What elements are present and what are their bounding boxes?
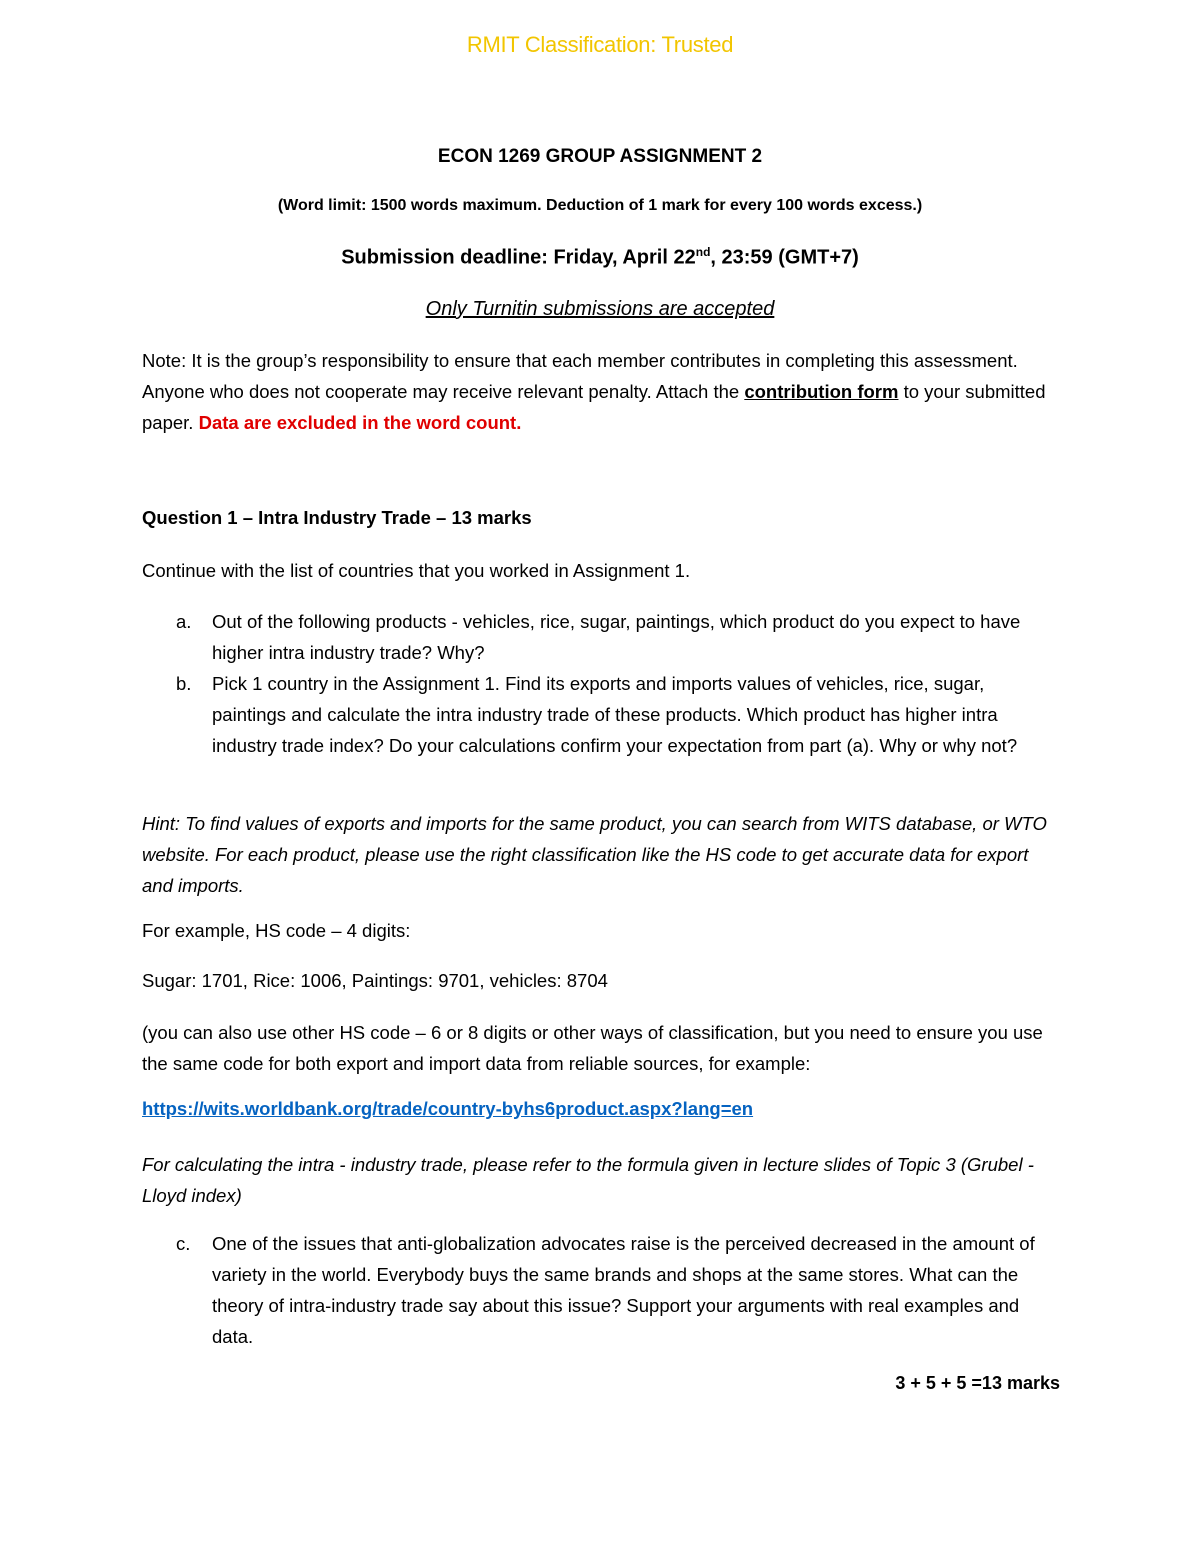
deadline-sup: nd xyxy=(695,245,711,259)
document-title: ECON 1269 GROUP ASSIGNMENT 2 xyxy=(437,146,763,167)
word-limit: (Word limit: 1500 words maximum. Deduction of 1 mark for every 100 words excess.) xyxy=(277,197,923,214)
list-label-b: b. xyxy=(176,673,192,694)
classification-header: RMIT Classification: Trusted xyxy=(466,32,734,57)
note-text-2: to your submitted paper. xyxy=(142,381,1046,433)
list-text-c: One of the issues that anti-globalization advocates raise is the perceived decreased in the amount of variety in the world. Everybody buys the same brands and shops at the same stores. What can the theory of intra-industry trade say about this issue? Support your arguments with real examples and data. xyxy=(212,1233,1035,1347)
list-item-c xyxy=(142,1228,1062,1352)
turnitin-note: Only Turnitin submissions are accepted xyxy=(425,298,775,320)
question-1-intro: Continue with the list of countries that you worked in Assignment 1. xyxy=(142,560,691,581)
word-count-warning: Data are excluded in the word count. xyxy=(198,412,522,433)
example-intro: For example, HS code – 4 digits: xyxy=(142,920,411,941)
deadline-suffix: , 23:59 (GMT+7) xyxy=(710,246,859,269)
hint-text: Hint: To find values of exports and imports for the same product, you can search from WITS database, or WTO website. For each product, please use the right classification like the HS code to get accurate data for export and imports. xyxy=(142,813,1047,896)
wits-url-link[interactable]: https://wits.worldbank.org/trade/country-byhs6product.aspx?lang=en xyxy=(142,1098,754,1119)
note-text-1: Note: It is the group’s responsibility to ensure that each member contributes in completing this assessment. Anyone who does not cooperate may receive relevant penalty. Attach the xyxy=(142,350,1018,402)
submission-deadline xyxy=(0,245,1200,270)
marks-summary: 3 + 5 + 5 =13 marks xyxy=(895,1373,1060,1393)
deadline-prefix: Submission deadline: Friday, April 22 xyxy=(341,246,696,269)
list-label-c: c. xyxy=(176,1233,191,1254)
list-label-a: a. xyxy=(176,611,192,632)
group-note xyxy=(142,345,1062,438)
list-text-a: Out of the following products - vehicles, rice, sugar, paintings, which product do you expect to have higher intra industry trade? Why? xyxy=(212,611,1021,663)
list-item-b xyxy=(142,668,1062,761)
other-codes-note: (you can also use other HS code – 6 or 8 digits or other ways of classification, but you need to ensure you use the same code for both export and import data from reliable sources, for example: xyxy=(142,1022,1043,1074)
list-text-b: Pick 1 country in the Assignment 1. Find its exports and imports values of vehicles, rice, sugar, paintings and calculate the intra industry trade of these products. Which product has higher intra industry trade index? Do your calculations confirm your expectation from part (a). Why or why not? xyxy=(212,673,1018,756)
formula-note: For calculating the intra - industry trade, please refer to the formula given in lecture slides of Topic 3 (Grubel - Lloyd index) xyxy=(142,1154,1034,1206)
contribution-form-link[interactable]: contribution form xyxy=(744,381,899,402)
list-item-a xyxy=(142,606,1062,668)
question-1-heading: Question 1 – Intra Industry Trade – 13 marks xyxy=(142,507,532,528)
hs-codes: Sugar: 1701, Rice: 1006, Paintings: 9701, vehicles: 8704 xyxy=(142,970,608,991)
